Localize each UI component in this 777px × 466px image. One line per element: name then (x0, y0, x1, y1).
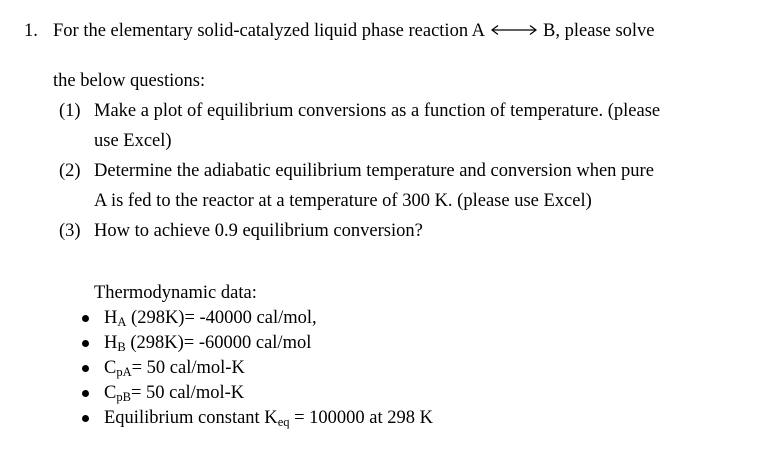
subquestion-1-line-1: Make a plot of equilibrium conversions as a function of temperature. (please (94, 101, 661, 121)
thermo-item-keq-pre: Equilibrium constant K (104, 408, 278, 428)
thermo-item-cpa-sub: pA (116, 365, 132, 379)
double-arrow-icon (490, 23, 538, 37)
subquestion-1-label: (1) (59, 101, 81, 121)
thermo-heading: Thermodynamic data: (94, 283, 257, 303)
thermo-item-ha-sub: A (117, 315, 127, 329)
intro-text-part-1: For the elementary solid-catalyzed liquid phase reaction A (53, 21, 486, 41)
thermo-item-keq-post: = 100000 at 298 K (289, 408, 434, 428)
thermo-item-hb-pre: H (104, 333, 118, 353)
thermo-item-cpa-post: = 50 cal/mol-K (131, 358, 245, 378)
thermo-item-ha-post: (298K)= -40000 cal/mol, (126, 308, 317, 328)
thermo-item-ha (104, 309, 317, 329)
thermo-item-hb-sub: B (117, 340, 126, 354)
subquestion-3-label: (3) (59, 221, 81, 241)
question-intro-line-1 (53, 22, 655, 41)
thermo-item-ha-pre: H (104, 308, 118, 328)
subquestion-2-label: (2) (59, 161, 81, 181)
thermo-item-cpb (104, 384, 244, 404)
subquestion-1-line-2: use Excel) (94, 131, 172, 151)
bullet-icon (82, 315, 89, 322)
bullet-icon (82, 365, 89, 372)
thermo-item-cpb-pre: C (104, 383, 117, 403)
thermo-item-cpb-post: = 50 cal/mol-K (130, 383, 245, 403)
intro-text-part-2: B, please solve (543, 21, 655, 41)
bullet-icon (82, 390, 89, 397)
bullet-icon (82, 340, 89, 347)
subquestion-3-line-1: How to achieve 0.9 equilibrium conversion? (94, 221, 423, 241)
subquestion-2-line-2: A is fed to the reactor at a temperature of 300 K. (please use Excel) (94, 191, 592, 211)
subquestion-2-line-1: Determine the adiabatic equilibrium temperature and conversion when pure (94, 161, 654, 181)
thermo-item-cpa (104, 359, 245, 379)
bullet-icon (82, 415, 89, 422)
thermo-item-hb-post: (298K)= -60000 cal/mol (125, 333, 312, 353)
thermo-item-cpb-sub: pB (116, 390, 131, 404)
thermo-item-keq (104, 409, 433, 429)
question-intro-line-2: the below questions: (53, 71, 206, 91)
thermo-item-keq-sub: eq (277, 415, 290, 429)
thermo-item-hb (104, 334, 311, 354)
question-number: 1. (24, 21, 38, 41)
thermo-item-cpa-pre: C (104, 358, 117, 378)
